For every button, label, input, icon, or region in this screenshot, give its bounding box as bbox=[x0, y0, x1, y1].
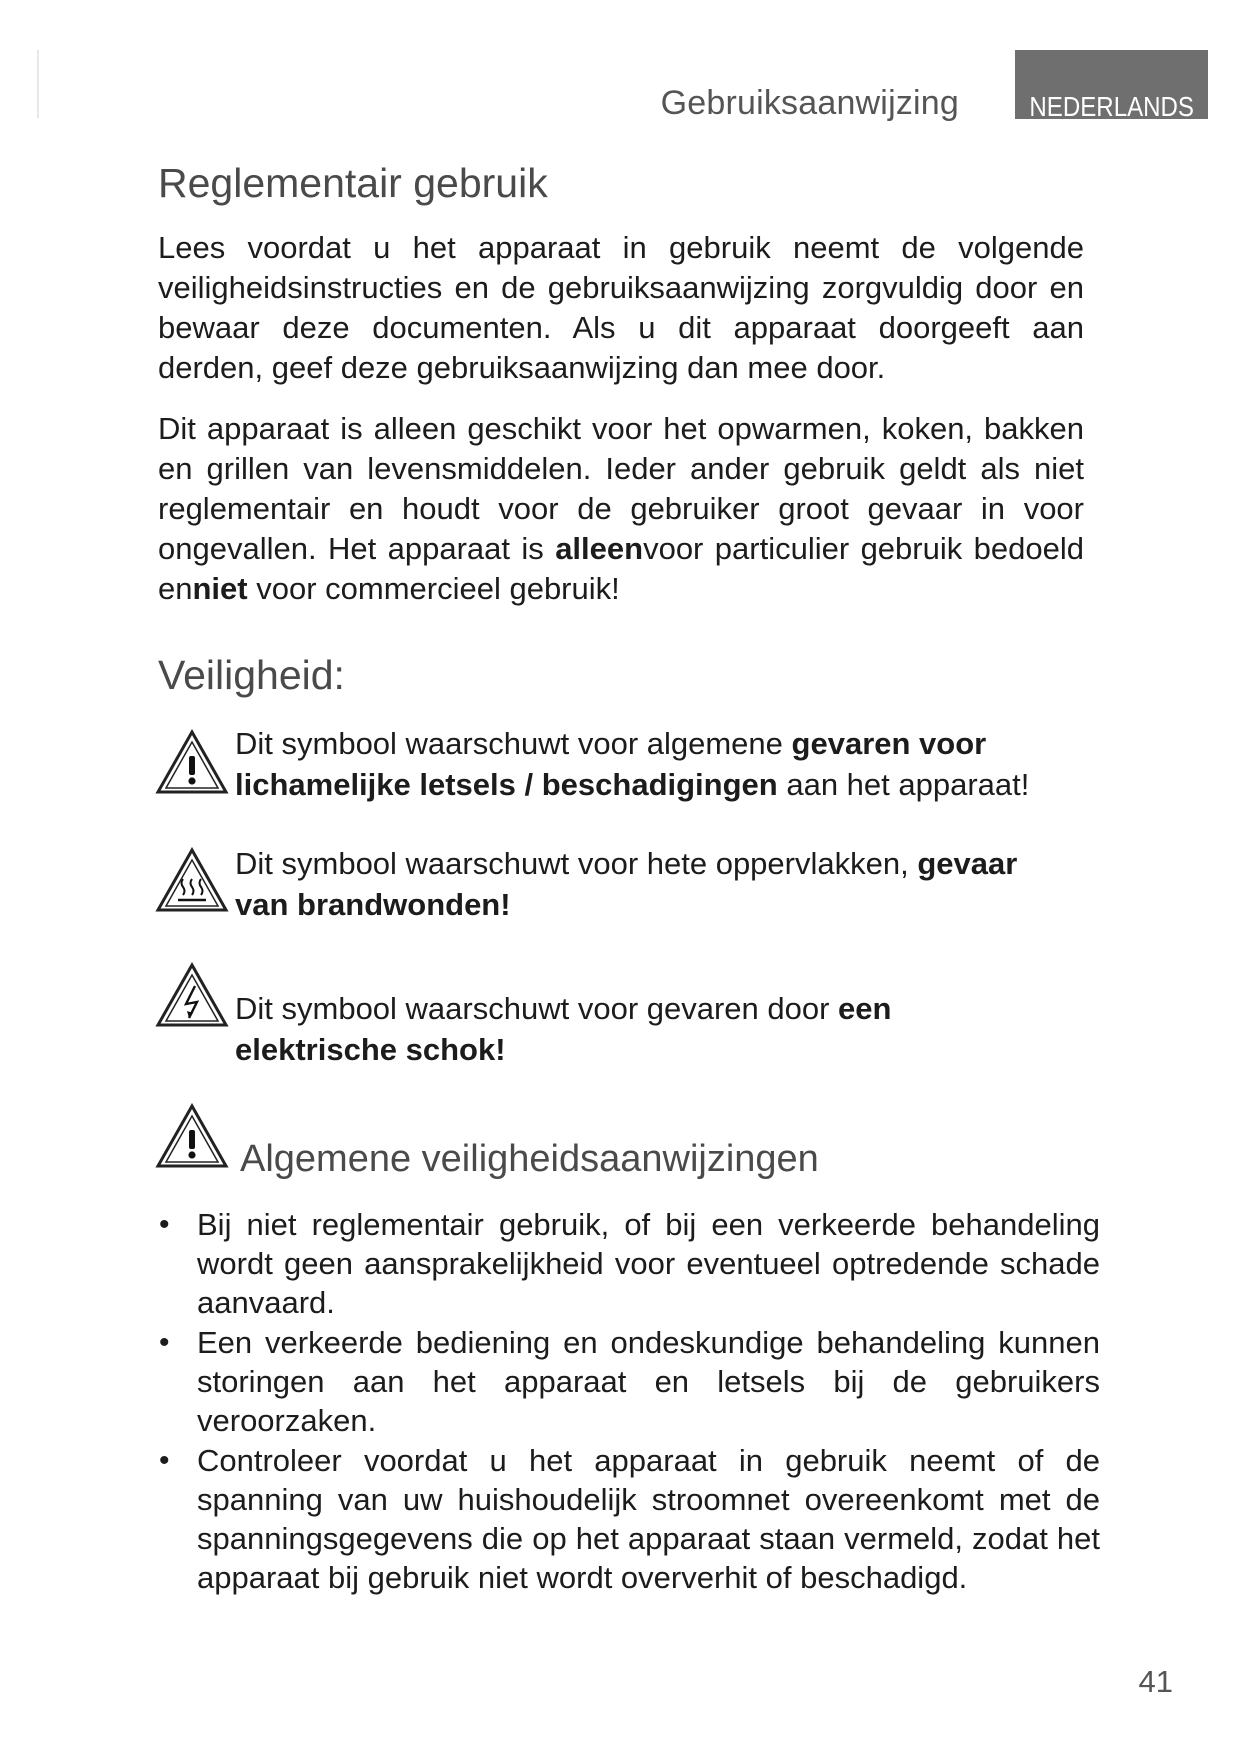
warning-hot-surface-text: Dit symbool waarschuwt voor hete oppervlakken, gevaar van brandwonden! bbox=[235, 846, 1018, 922]
intro-paragraph: Lees voordat u het apparaat in gebruik neemt de volgende veiligheidsinstructies en de gebruiksaanwijzing zorgvuldig door en bewaar deze documenten. Als u dit apparaat doorgeeft aan derden, geef deze gebruiksaanwijzing dan mee door. bbox=[158, 230, 1084, 385]
exclamation-warning-icon bbox=[155, 1103, 229, 1169]
electric-shock-warning-icon bbox=[155, 962, 229, 1028]
list-item: • Een verkeerde bediening en ondeskundige behandeling kunnen storingen aan het apparaat en letsels bij de gebruikers veroorzaken. bbox=[159, 1325, 1100, 1438]
page-number: 41 bbox=[1138, 1664, 1173, 1699]
list-item: • Controleer voordat u het apparaat in gebruik neemt of de spanning van uw huishoudelijk stroomnet overeenkomt met de spanningsgegevens die op het apparaat staan vermeld, zodat het apparaat bij gebruik niet wordt oververhit of beschadigd. bbox=[159, 1443, 1100, 1595]
margin-rule bbox=[37, 50, 39, 118]
usage-paragraph: Dit apparaat is alleen geschikt voor het opwarmen, koken, bakken en grillen van levensmiddelen. Ieder ander gebruik geldt als niet reglementair en houdt voor de gebruiker groot gevaar in voor ongevallen. Het apparaat is alleenvoor particulier gebruik bedoeld enniet voor commercieel gebruik! bbox=[158, 411, 1084, 606]
warning-general-text: Dit symbool waarschuwt voor algemene gevaren voor lichamelijke letsels / beschadigingen aan het apparaat! bbox=[235, 726, 1030, 802]
bullet-icon: • bbox=[159, 1208, 170, 1241]
safety-bullet-list bbox=[155, 1205, 1100, 1598]
section-title-veiligheid: Veiligheid: bbox=[158, 652, 345, 698]
bullet-icon: • bbox=[159, 1326, 170, 1359]
bullet-icon: • bbox=[159, 1444, 170, 1477]
warning-electric-text: Dit symbool waarschuwt voor gevaren door een elektrische schok! bbox=[235, 991, 892, 1067]
hot-surface-warning-icon bbox=[155, 847, 229, 913]
language-tab bbox=[1015, 50, 1208, 119]
section-title-reglementair: Reglementair gebruik bbox=[158, 160, 548, 206]
list-item: • Bij niet reglementair gebruik, of bij een verkeerde behandeling wordt geen aansprakelijkheid voor eventueel optredende schade aanvaard. bbox=[159, 1207, 1100, 1320]
header-title: Gebruiksaanwijzing bbox=[660, 84, 959, 122]
general-safety-title: Algemene veiligheidsaanwijzingen bbox=[240, 1138, 819, 1180]
exclamation-warning-icon bbox=[155, 729, 229, 795]
language-tab-label: NEDERLANDS bbox=[1029, 91, 1194, 119]
